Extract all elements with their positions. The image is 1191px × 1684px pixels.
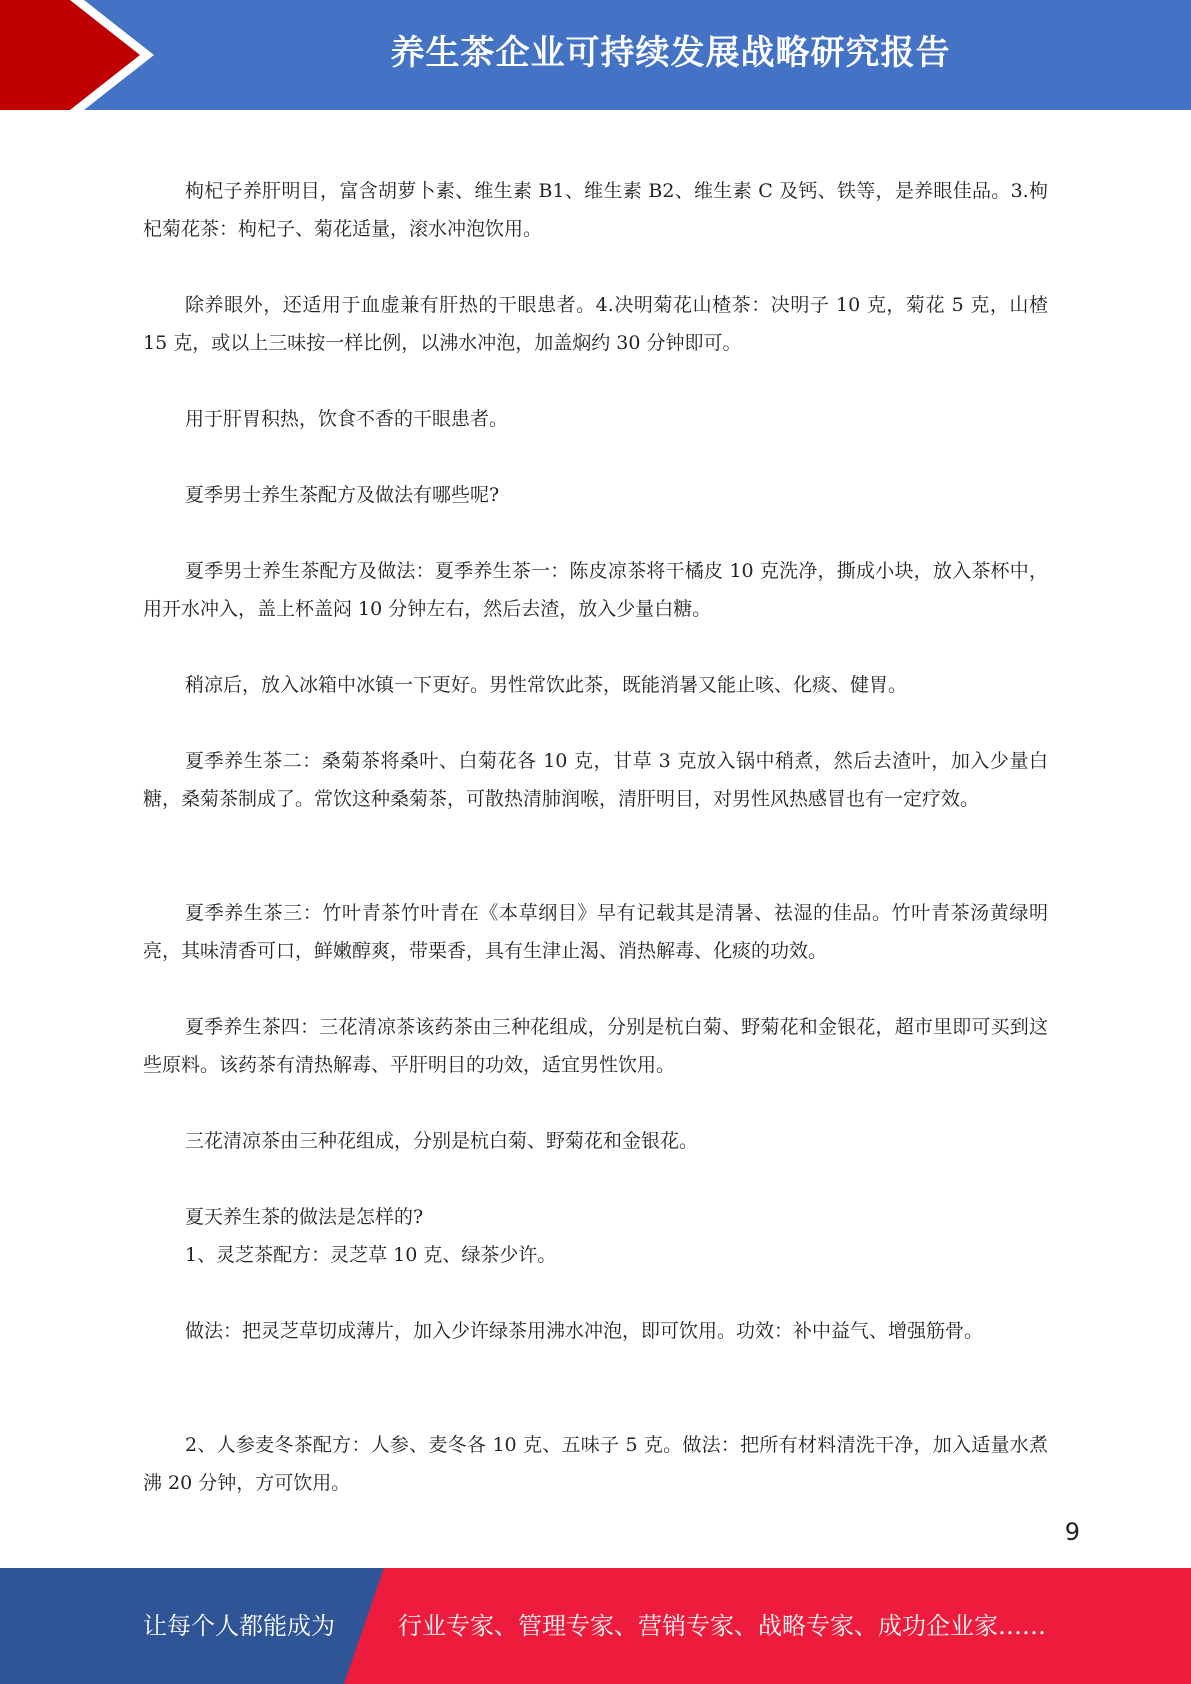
paragraph-3: 用于肝胃积热，饮食不香的干眼患者。 [185, 408, 509, 430]
paragraph-2: 除养眼外，还适用于血虚兼有肝热的干眼患者。4.决明菊花山楂茶：决明子 10 克，菊花 5 克，山楂 15 克，或以上三味按一样比例，以沸水冲泡，加盖焖约 30 分钟即可。 [143, 294, 1048, 354]
report-title: 养生茶企业可持续发展战略研究报告 [390, 33, 951, 73]
page-header [0, 0, 1191, 110]
paragraph-1: 枸杞子养肝明目，富含胡萝卜素、维生素 B1、维生素 B2、维生素 C 及钙、铁等，是养眼佳品。3.枸杞菊花茶：枸杞子、菊花适量，滚水冲泡饮用。 [143, 180, 1048, 240]
paragraph-4: 夏季男士养生茶配方及做法有哪些呢? [185, 484, 500, 506]
page-number: 9 [1064, 1518, 1080, 1546]
footer-slogan-right: 行业专家、管理专家、营销专家、战略专家、成功企业家…… [398, 1612, 1046, 1640]
paragraph-10: 三花清凉茶由三种花组成，分别是杭白菊、野菊花和金银花。 [185, 1130, 699, 1152]
paragraph-9: 夏季养生茶四：三花清凉茶该药茶由三种花组成，分别是杭白菊、野菊花和金银花，超市里即可买到这些原料。该药茶有清热解毒、平肝明目的功效，适宜男性饮用。 [143, 1016, 1048, 1076]
paragraph-14: 2、人参麦冬茶配方：人参、麦冬各 10 克、五味子 5 克。做法：把所有材料清洗干净，加入适量水煮沸 20 分钟，方可饮用。 [143, 1434, 1048, 1494]
paragraph-6: 稍凉后，放入冰箱中冰镇一下更好。男性常饮此茶，既能消暑又能止咳、化痰、健胃。 [185, 674, 908, 696]
paragraph-11: 夏天养生茶的做法是怎样的? [185, 1206, 424, 1228]
paragraph-5: 夏季男士养生茶配方及做法：夏季养生茶一：陈皮凉茶将干橘皮 10 克洗净，撕成小块，放入茶杯中，用开水冲入，盖上杯盖闷 10 分钟左右，然后去渣，放入少量白糖。 [143, 560, 1048, 620]
paragraph-12: 1、灵芝茶配方：灵芝草 10 克、绿茶少许。 [185, 1244, 557, 1266]
header-arrow-icon [0, 0, 160, 110]
page-footer [0, 1568, 1191, 1684]
paragraph-7: 夏季养生茶二：桑菊茶将桑叶、白菊花各 10 克，甘草 3 克放入锅中稍煮，然后去渣叶，加入少量白糖，桑菊茶制成了。常饮这种桑菊茶，可散热清肺润喉，清肝明目，对男性风热感冒也有一定疗效。 [143, 750, 1048, 810]
paragraph-13: 做法：把灵芝草切成薄片，加入少许绿茶用沸水冲泡，即可饮用。功效：补中益气、增强筋骨。 [185, 1320, 984, 1342]
paragraph-8: 夏季养生茶三：竹叶青茶竹叶青在《本草纲目》早有记载其是清暑、祛湿的佳品。竹叶青茶汤黄绿明亮，其味清香可口，鲜嫩醇爽，带栗香，具有生津止渴、消热解毒、化痰的功效。 [143, 902, 1048, 962]
footer-slogan-left: 让每个人都能成为 [143, 1612, 335, 1640]
